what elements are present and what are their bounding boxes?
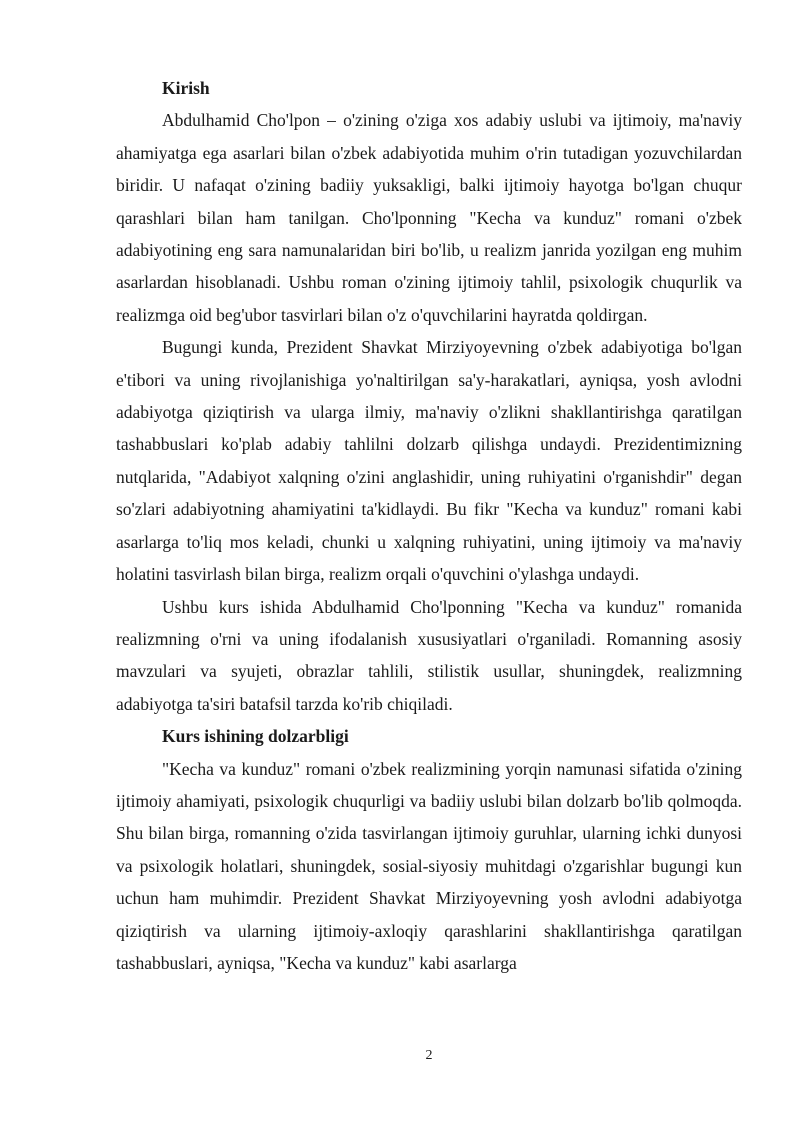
paragraph-dolzarblik-1: "Kecha va kunduz" romani o'zbek realizmining yorqin namunasi sifatida o'zining ijtimoiy ahamiyati, psixologik chuqurligi va badiiy uslubi bilan dolzarb bo'lib qolmoqda. Shu bilan birga, romanning o'zida tasvirlangan ijtimoiy guruhlar, ularning ichki dunyosi va psixologik holatlari, shuningdek, sosial-siyosiy muhitdagi o'zgarishlar bugungi kun uchun ham muhimdir. Prezident Shavkat Mirziyoyevning yosh avlodni adabiyotga qiziqtirish va ularning ijtimoiy-axloqiy qarashlarini shakllantirishga qaratilgan tashabbuslari, ayniqsa, "Kecha va kunduz" kabi asarlarga: [116, 758, 742, 973]
paragraph-intro-2: Bugungi kunda, Prezident Shavkat Mirziyoyevning o'zbek adabiyotiga bo'lgan e'tibori va uning rivojlanishiga yo'naltirilgan sa'y-harakatlari, ayniqsa, yosh avlodni adabiyotga qiziqtirish va ularga ilmiy, ma'naviy o'zlikni shakllantirishga qaratilgan tashabbuslari ko'plab adabiy tahlilni dolzarb qilishga undaydi. Prezidentimizning nutqlarida, "Adabiyot xalqning o'zini anglashidir, uning ruhiyatini o'rganishdir" degan so'zlari adabiyotning ahamiyatini ta'kidlaydi. Bu fikr "Kecha va kunduz" romani kabi asarlarga to'liq mos keladi, chunki u xalqning ruhiyatini, uning ijtimoiy va ma'naviy holatini tasvirlash bilan birga, realizm orqali o'quvchini o'ylashga undaydi.: [116, 337, 742, 585]
page-number: 2: [425, 1048, 433, 1063]
paragraph-intro-1: Abdulhamid Cho'lpon – o'zining o'ziga xos adabiy uslubi va ijtimoiy, ma'naviy ahamiyatga ega asarlari bilan o'zbek adabiyotida muhim o'rin tutadigan yozuvchilardan biridir. U nafaqat o'zining badiiy yuksakligi, balki ijtimoiy hayotga bo'lgan chuqur qarashlari bilan ham tanilgan. Cho'lponning "Kecha va kunduz" romani o'zbek adabiyotining eng sara namunalaridan biri bo'lib, u realizm janrida yozilgan eng muhim asarlardan hisoblanadi. Ushbu roman o'zining ijtimoiy tahlil, psixologik chuqurlik va realizmga oid beg'ubor tasvirlari bilan o'z o'quvchilarini hayratda qoldirgan.: [116, 110, 742, 325]
section-heading-kirish: Kirish: [162, 78, 210, 98]
document-page: [116, 72, 742, 979]
section-heading-dolzarblik: Kurs ishining dolzarbligi: [162, 726, 349, 747]
paragraph-intro-3: Ushbu kurs ishida Abdulhamid Cho'lponning "Kecha va kunduz" romanida realizmning o'rni va uning ifodalanish xususiyatlari o'rganiladi. Romanning asosiy mavzulari va syujeti, obrazlar tahlili, stilistik usullar, shuningdek, realizmning adabiyotga ta'siri batafsil tarzda ko'rib chiqiladi.: [116, 596, 742, 714]
